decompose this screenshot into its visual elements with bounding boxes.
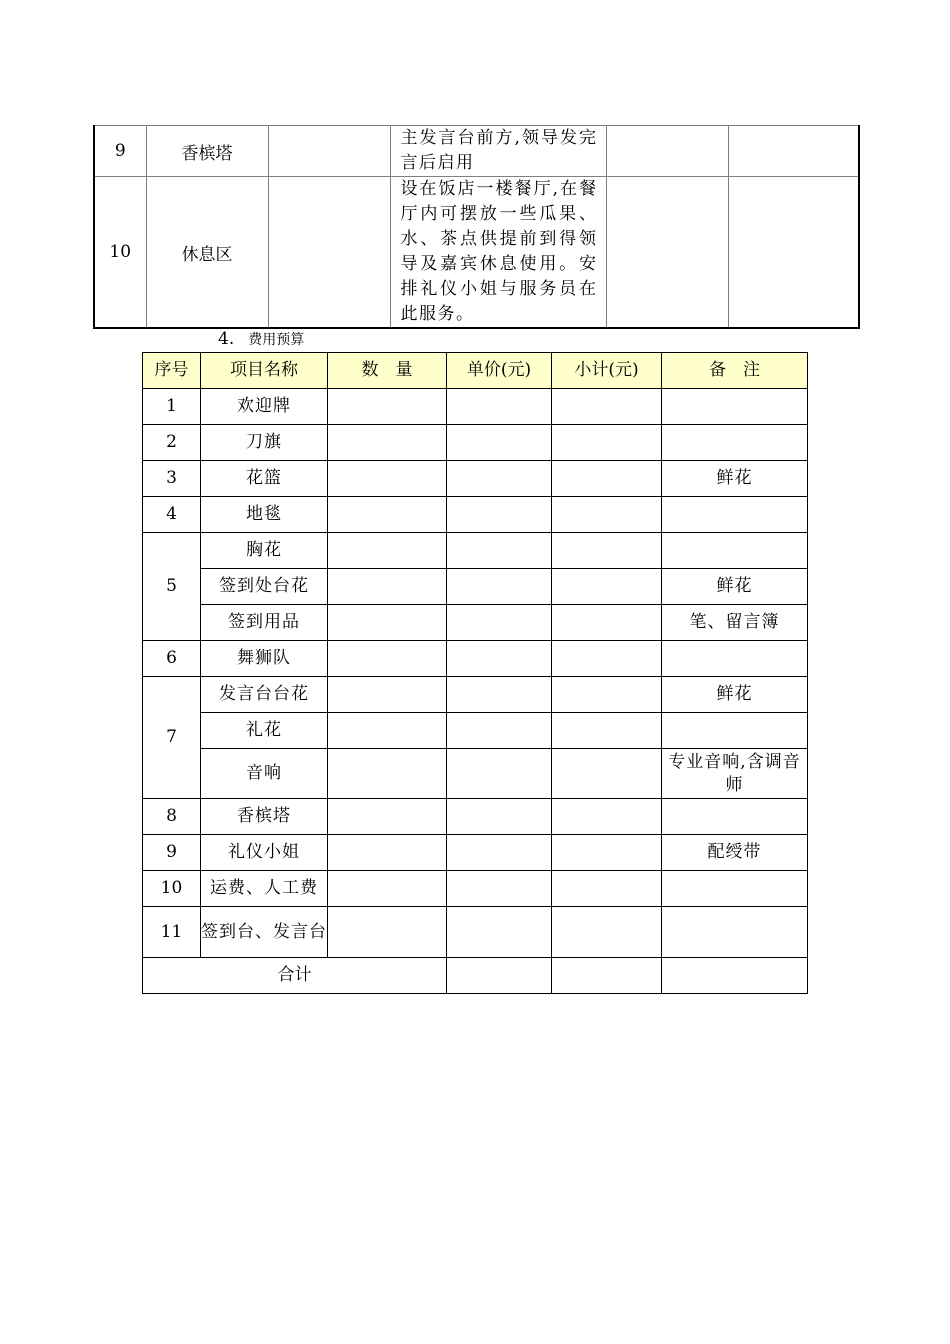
empty-cell (552, 713, 662, 749)
item-name: 花篮 (201, 461, 328, 497)
section-heading (218, 329, 304, 350)
row-number: 10 (94, 177, 146, 329)
empty-cell (662, 958, 808, 994)
empty-cell (328, 871, 447, 907)
empty-cell (447, 835, 552, 871)
item-name: 欢迎牌 (201, 389, 328, 425)
header-cell: 单价(元) (447, 353, 552, 389)
empty-cell (268, 177, 390, 329)
item-note (662, 533, 808, 569)
empty-cell (328, 835, 447, 871)
empty-cell (328, 907, 447, 958)
item-name: 刀旗 (201, 425, 328, 461)
empty-cell (728, 126, 859, 177)
empty-cell (328, 749, 447, 799)
table-row (143, 871, 808, 907)
item-name: 音响 (201, 749, 328, 799)
item-note (662, 871, 808, 907)
total-row (143, 958, 808, 994)
table-row (143, 605, 808, 641)
empty-cell (552, 569, 662, 605)
item-name: 休息区 (146, 177, 268, 329)
empty-cell (447, 605, 552, 641)
item-name: 地毯 (201, 497, 328, 533)
empty-cell (447, 569, 552, 605)
item-note: 鲜花 (662, 569, 808, 605)
empty-cell (328, 713, 447, 749)
empty-cell (552, 907, 662, 958)
empty-cell (447, 713, 552, 749)
empty-cell (447, 533, 552, 569)
empty-cell (328, 497, 447, 533)
empty-cell (328, 461, 447, 497)
item-note: 配绶带 (662, 835, 808, 871)
item-name: 签到台、发言台 (201, 907, 328, 958)
empty-cell (447, 958, 552, 994)
empty-cell (552, 871, 662, 907)
item-note: 鲜花 (662, 677, 808, 713)
empty-cell (552, 605, 662, 641)
table-row (143, 461, 808, 497)
row-number: 1 (143, 389, 201, 425)
empty-cell (328, 605, 447, 641)
row-number: 2 (143, 425, 201, 461)
item-note: 专业音响,含调音师 (662, 749, 808, 799)
empty-cell (606, 177, 728, 329)
row-number: 3 (143, 461, 201, 497)
empty-cell (447, 425, 552, 461)
item-description: 设在饭店一楼餐厅,在餐厅内可摆放一些瓜果、水、茶点供提前到得领导及嘉宾休息使用。安排礼仪小姐与服务员在此服务。 (390, 177, 606, 329)
empty-cell (606, 126, 728, 177)
item-name: 香槟塔 (146, 126, 268, 177)
total-label: 合计 (143, 958, 447, 994)
empty-cell (552, 497, 662, 533)
empty-cell (552, 533, 662, 569)
budget-body (143, 389, 808, 994)
item-note (662, 641, 808, 677)
table-row (143, 677, 808, 713)
empty-cell (447, 749, 552, 799)
row-number: 4 (143, 497, 201, 533)
section-title: 费用预算 (248, 332, 305, 348)
empty-cell (328, 389, 447, 425)
row-number: 7 (143, 677, 201, 799)
item-note (662, 389, 808, 425)
empty-cell (552, 835, 662, 871)
row-number: 11 (143, 907, 201, 958)
empty-cell (728, 177, 859, 329)
item-name: 香槟塔 (201, 799, 328, 835)
header-cell: 小计(元) (552, 353, 662, 389)
item-note (662, 907, 808, 958)
table-row (143, 799, 808, 835)
empty-cell (552, 641, 662, 677)
empty-cell (447, 641, 552, 677)
empty-cell (447, 389, 552, 425)
item-note (662, 497, 808, 533)
empty-cell (328, 799, 447, 835)
table-row (143, 533, 808, 569)
header-cell: 备 注 (662, 353, 808, 389)
item-note (662, 799, 808, 835)
item-name: 礼花 (201, 713, 328, 749)
item-description: 主发言台前方,领导发完言后启用 (390, 126, 606, 177)
item-name: 签到处台花 (201, 569, 328, 605)
table-row (94, 126, 859, 177)
table-row (143, 389, 808, 425)
item-name: 签到用品 (201, 605, 328, 641)
row-number: 9 (94, 126, 146, 177)
row-number: 10 (143, 871, 201, 907)
empty-cell (447, 799, 552, 835)
row-number: 9 (143, 835, 201, 871)
item-name: 胸花 (201, 533, 328, 569)
table-row (143, 641, 808, 677)
table-row (94, 177, 859, 329)
empty-cell (552, 799, 662, 835)
empty-cell (328, 533, 447, 569)
section-number: 4. (218, 329, 235, 349)
empty-cell (328, 641, 447, 677)
table-row (143, 497, 808, 533)
venue-table (93, 125, 860, 329)
table-row (143, 569, 808, 605)
item-name: 礼仪小姐 (201, 835, 328, 871)
table-row (143, 749, 808, 799)
budget-table (142, 352, 808, 994)
empty-cell (328, 425, 447, 461)
empty-cell (552, 425, 662, 461)
empty-cell (447, 907, 552, 958)
row-number: 6 (143, 641, 201, 677)
row-number: 8 (143, 799, 201, 835)
item-name: 发言台台花 (201, 677, 328, 713)
header-row (143, 353, 808, 389)
empty-cell (447, 871, 552, 907)
table-row (143, 835, 808, 871)
empty-cell (552, 749, 662, 799)
table-row (143, 713, 808, 749)
empty-cell (552, 461, 662, 497)
row-number: 5 (143, 533, 201, 641)
empty-cell (328, 569, 447, 605)
empty-cell (447, 461, 552, 497)
header-cell: 数 量 (328, 353, 447, 389)
item-name: 运费、人工费 (201, 871, 328, 907)
empty-cell (552, 677, 662, 713)
empty-cell (552, 958, 662, 994)
item-note (662, 425, 808, 461)
empty-cell (552, 389, 662, 425)
empty-cell (328, 677, 447, 713)
empty-cell (447, 677, 552, 713)
item-note (662, 713, 808, 749)
table-row (143, 907, 808, 958)
empty-cell (447, 497, 552, 533)
empty-cell (268, 126, 390, 177)
table-row (143, 425, 808, 461)
item-note: 鲜花 (662, 461, 808, 497)
item-note: 笔、留言簿 (662, 605, 808, 641)
item-name: 舞狮队 (201, 641, 328, 677)
header-cell: 项目名称 (201, 353, 328, 389)
header-cell: 序号 (143, 353, 201, 389)
